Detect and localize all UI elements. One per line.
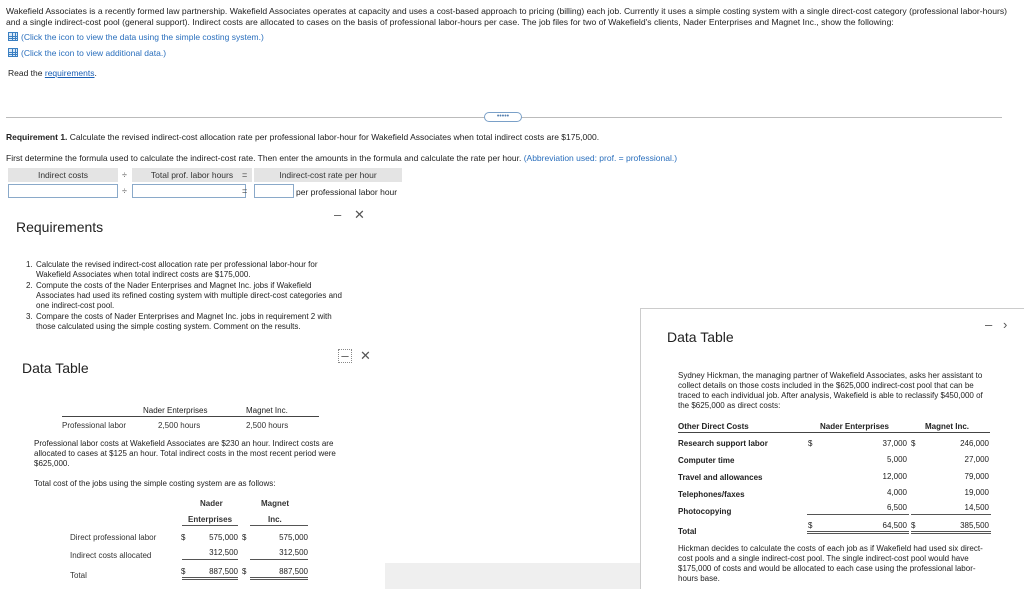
nader-hours: 2,500 hours <box>158 421 201 430</box>
other-direct-costs-header: Other Direct Costs <box>678 422 749 431</box>
rate-paragraph: Professional labor costs at Wakefield Associates are $230 an hour. Indirect costs are allocated to cases at $125 an hour. Total indirect costs in the most recent period were $625,000. <box>34 439 336 468</box>
col-magnet: Magnet Inc. <box>246 406 288 415</box>
currency: $ <box>181 533 186 542</box>
col-nader: Nader Enterprises <box>143 406 208 415</box>
row-label: Research support labor <box>678 439 768 448</box>
requirements-title: Requirements <box>16 219 104 235</box>
currency: $ <box>808 521 813 530</box>
view-simple-data-link[interactable]: (Click the icon to view the data using the simple costing system.) <box>8 32 264 42</box>
requirement-item: 1. Calculate the revised indirect-cost allocation rate per professional labor-hour for Wakefield Associates when total indirect costs are $175,000. <box>26 260 318 279</box>
requirement-item: 2. Compute the costs of the Nader Enterprises and Magnet Inc. jobs if Wakefield Associates had used its refined costing system with multiple direct-cost categories and one indirect-cost pool. <box>26 281 342 310</box>
minimize-button[interactable]: – <box>338 349 352 363</box>
cell-value: 887,500 <box>279 567 308 576</box>
cell-value: 6,500 <box>886 503 907 512</box>
requirement-1-instructions: First determine the formula used to calculate the indirect-cost rate. Then enter the amounts in the formula and calculate the rate per hour. (Abbreviation used: prof. = professional.) <box>6 153 678 163</box>
data-table-title: Data Table <box>22 360 89 376</box>
col-magnet: Magnet Inc. <box>925 422 970 431</box>
row-label: Direct professional labor <box>70 533 157 542</box>
row-label: Telephones/faxes <box>678 490 745 499</box>
view-additional-data-link[interactable]: (Click the icon to view additional data.) <box>8 48 166 58</box>
cell-value: 79,000 <box>964 472 989 481</box>
subtotal-rule <box>182 559 238 560</box>
intro-line-1: Wakefield Associates is a recently formed law partnership. Wakefield Associates operates at capacity and uses a cost-based approach to pricing (billing) each job. Currently it uses a simple costing system with a single direct-cost category (professional labor-hours) <box>6 6 1008 16</box>
rate-input[interactable] <box>254 184 294 198</box>
rate-suffix: per professional labor hour <box>296 187 398 197</box>
divider-handle[interactable]: ••••• <box>484 112 522 122</box>
cell-value: 12,000 <box>882 472 907 481</box>
magnet-hours: 2,500 hours <box>246 421 289 430</box>
cell-value: 246,000 <box>960 439 989 448</box>
cell-value: 575,000 <box>279 533 308 542</box>
formula-label-indirect-costs: Indirect costs <box>8 168 118 182</box>
requirement-item: 3. Compare the costs of Nader Enterprises and Magnet Inc. jobs in requirement 2 with those calculated using the simple costing system. Comment on the results. <box>26 312 332 331</box>
hickman-paragraph: Hickman decides to calculate the costs of each job as if Wakefield had used six direct-cost pools and a single indirect-cost pool. The single indirect-cost pool would have $175,000 of costs and would be allocated to each case using the professional labor-hours base. <box>678 544 983 583</box>
indirect-costs-input[interactable] <box>8 184 118 198</box>
close-button[interactable]: ✕ <box>354 207 365 222</box>
cell-value: 4,000 <box>886 488 907 497</box>
row-label: Photocopying <box>678 507 732 516</box>
total-rule <box>182 577 238 580</box>
reclassify-paragraph: Sydney Hickman, the managing partner of Wakefield Associates, asks her assistant to collect details on those costs included in the $625,000 indirect-cost pool that can be traced to each individual job. After analysis, Wakefield is able to reclassify $450,000 of the $625,000 as direct costs: <box>678 371 983 410</box>
minimize-button[interactable]: – <box>334 207 342 222</box>
requirements-link[interactable]: requirements <box>44 68 95 78</box>
cell-value: 19,000 <box>964 488 989 497</box>
scroll-area[interactable] <box>385 563 665 589</box>
prof-hours-input[interactable] <box>132 184 246 198</box>
minimize-button[interactable]: – <box>985 317 993 332</box>
cell-value: 312,500 <box>279 548 308 557</box>
row-label-prof-labor: Professional labor <box>62 421 127 430</box>
formula-label-prof-hours: Total prof. labor hours <box>132 168 252 182</box>
cell-value: 5,000 <box>886 455 907 464</box>
currency: $ <box>911 521 916 530</box>
total-label: Total <box>678 527 697 536</box>
total-rule <box>250 577 308 580</box>
data-table-dialog-right <box>640 308 1024 589</box>
header-inc: Inc. <box>268 515 282 524</box>
header-rule <box>678 432 990 433</box>
requirements-dialog <box>0 205 380 345</box>
cell-value: 312,500 <box>209 548 238 557</box>
subtotal-rule <box>911 514 991 515</box>
row-label: Indirect costs allocated <box>70 551 152 560</box>
col-nader: Nader Enterprises <box>820 422 889 431</box>
cell-value: 385,500 <box>960 521 989 530</box>
requirement-1-heading: Requirement 1. Calculate the revised indirect-cost allocation rate per professional labor-hour for Wakefield Associates when total indirect costs are $175,000. <box>6 132 600 142</box>
header-rule <box>182 525 238 526</box>
table-icon <box>8 48 18 57</box>
currency: $ <box>181 567 186 576</box>
header-rule <box>62 416 319 417</box>
table-icon <box>8 32 18 41</box>
currency: $ <box>242 567 247 576</box>
total-rule <box>911 531 991 534</box>
row-label: Travel and allowances <box>678 473 763 482</box>
header-rule <box>250 525 308 526</box>
currency: $ <box>242 533 247 542</box>
header-nader: Nader <box>200 499 223 508</box>
data-table-dialog-left <box>0 340 385 589</box>
cell-value: 37,000 <box>882 439 907 448</box>
total-cost-text: Total cost of the jobs using the simple costing system are as follows: <box>34 479 276 488</box>
more-button[interactable]: › <box>1003 317 1008 332</box>
read-requirements: Read the requirements. <box>8 68 97 78</box>
close-button[interactable]: ✕ <box>360 348 371 363</box>
currency: $ <box>911 439 916 448</box>
total-rule <box>807 531 909 534</box>
cell-value: 887,500 <box>209 567 238 576</box>
cell-value: 27,000 <box>964 455 989 464</box>
subtotal-rule <box>807 514 909 515</box>
row-label: Total <box>70 571 87 580</box>
header-magnet: Magnet <box>261 499 289 508</box>
intro-line-2: and a single indirect-cost pool (general support). Indirect costs are allocated to cases on the basis of professional labor-hours per case. The job files for two of Wakefield's clients, Nader Enterprises and Magnet Inc., show the following: <box>6 17 894 27</box>
cell-value: 14,500 <box>964 503 989 512</box>
subtotal-rule <box>250 559 308 560</box>
currency: $ <box>808 439 813 448</box>
row-label: Computer time <box>678 456 735 465</box>
header-enterprises: Enterprises <box>188 515 233 524</box>
formula-label-rate: Indirect-cost rate per hour <box>254 168 402 182</box>
data-table-title: Data Table <box>667 329 734 345</box>
cell-value: 64,500 <box>882 521 907 530</box>
formula-row: Indirect costs ÷ Total prof. labor hours = Indirect-cost rate per hour ÷ = per professional labor hour <box>8 168 408 198</box>
cell-value: 575,000 <box>209 533 238 542</box>
